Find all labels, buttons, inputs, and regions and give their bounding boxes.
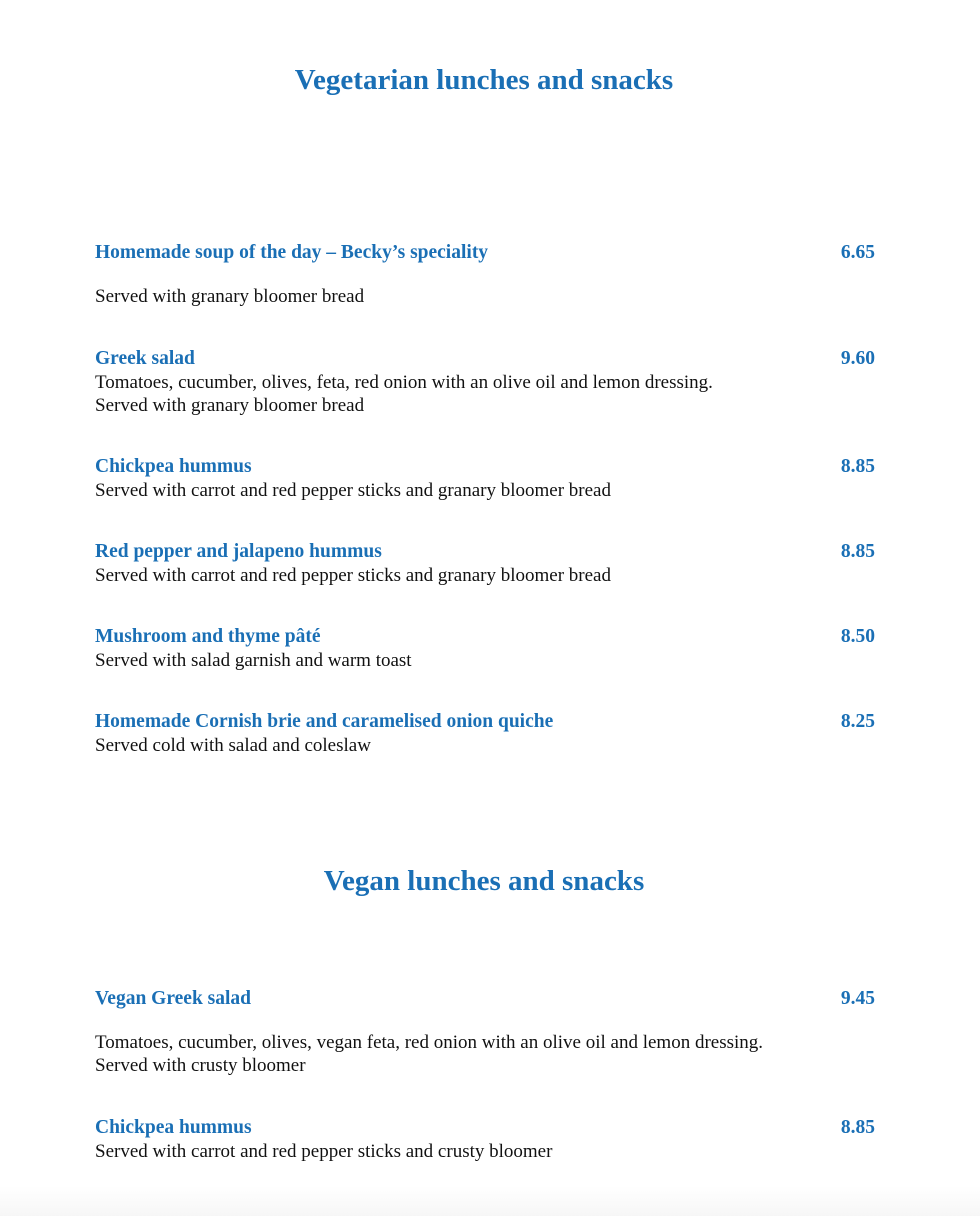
item-description: Tomatoes, cucumber, olives, feta, red onion with an olive oil and lemon dressing. Served with granary bloomer bread (95, 372, 713, 416)
item-description: Served with carrot and red pepper sticks and granary bloomer bread (95, 480, 611, 501)
item-name: Greek salad (95, 348, 195, 369)
item-name: Red pepper and jalapeno hummus (95, 541, 382, 562)
item-price: 6.65 (840, 242, 875, 263)
menu-item (95, 347, 875, 417)
menu-item (95, 455, 875, 502)
section-title-vegan: Vegan lunches and snacks (323, 865, 645, 897)
item-name: Homemade soup of the day – Becky’s speciality (95, 242, 489, 263)
item-name: Chickpea hummus (95, 1117, 252, 1138)
menu-item (95, 987, 875, 1077)
menu-item (95, 710, 875, 757)
menu-item (95, 625, 875, 672)
menu-item (95, 241, 875, 308)
item-name: Vegan Greek salad (95, 988, 252, 1009)
item-price: 8.25 (840, 711, 875, 732)
item-price: 8.85 (840, 456, 875, 477)
item-description: Served with carrot and red pepper sticks and granary bloomer bread (95, 565, 611, 586)
item-name: Homemade Cornish brie and caramelised onion quiche (95, 711, 554, 732)
item-price: 8.85 (840, 1117, 875, 1138)
item-price: 9.60 (840, 348, 875, 369)
item-description: Served cold with salad and coleslaw (95, 735, 371, 756)
menu-item (95, 1116, 875, 1163)
item-description: Served with granary bloomer bread (95, 286, 365, 307)
item-description: Served with carrot and red pepper sticks and crusty bloomer (95, 1141, 553, 1162)
section-title-vegetarian: Vegetarian lunches and snacks (294, 64, 674, 96)
item-description: Tomatoes, cucumber, olives, vegan feta, red onion with an olive oil and lemon dressing. Served with crusty bloomer (95, 1032, 764, 1076)
item-price: 8.85 (840, 541, 875, 562)
item-price: 8.50 (840, 626, 875, 647)
page-bottom-shadow (0, 1186, 980, 1216)
item-price: 9.45 (840, 988, 875, 1009)
item-description: Served with salad garnish and warm toast (95, 650, 412, 671)
item-name: Mushroom and thyme pâté (95, 626, 321, 647)
menu-item (95, 540, 875, 587)
item-name: Chickpea hummus (95, 456, 252, 477)
